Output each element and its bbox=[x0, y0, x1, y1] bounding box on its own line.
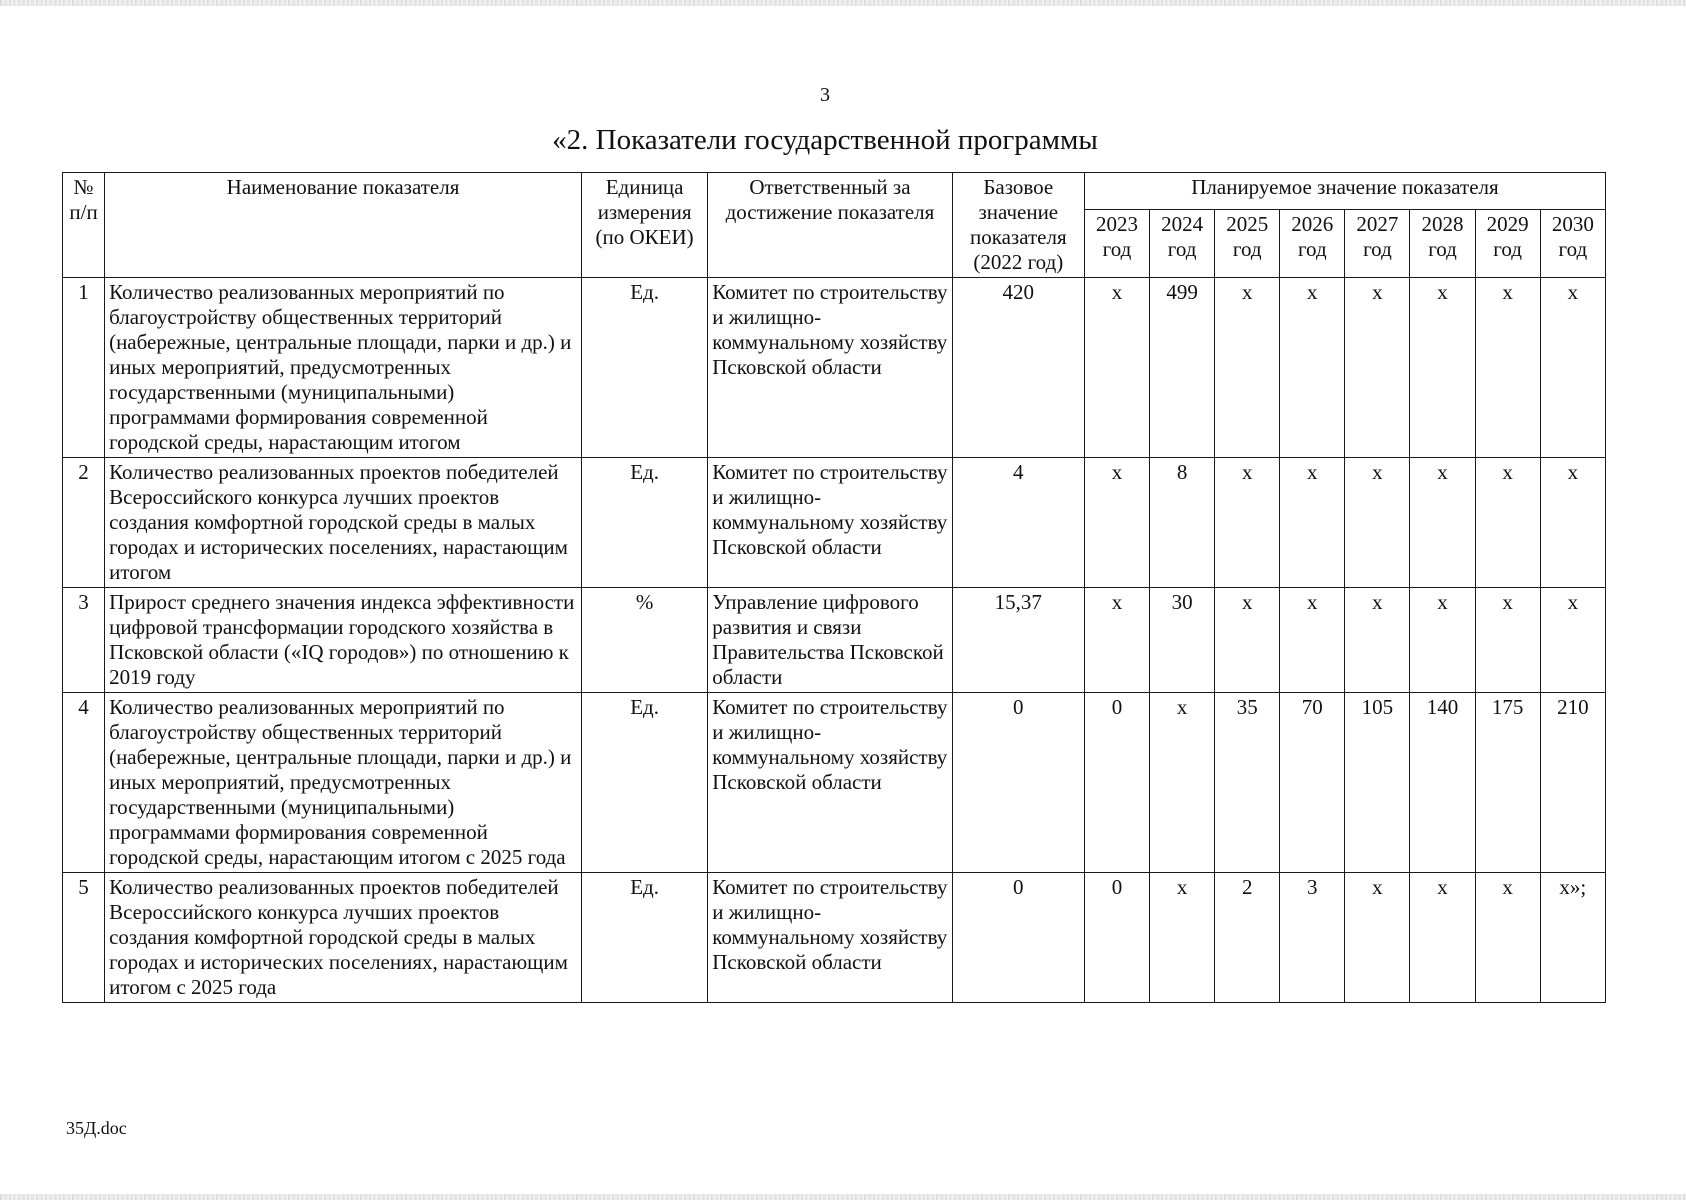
cell-responsible: Комитет по строительству и жилищно-коммунальному хозяйству Псковской области bbox=[708, 873, 952, 1003]
cell-value: 0 bbox=[1084, 873, 1149, 1003]
cell-unit: Ед. bbox=[581, 458, 707, 588]
header-unit: Единица измерения (по ОКЕИ) bbox=[581, 173, 707, 278]
indicators-table bbox=[62, 172, 1606, 1003]
cell-value: х bbox=[1410, 588, 1475, 693]
cell-responsible: Управление цифрового развития и связи Правительства Псковской области bbox=[708, 588, 952, 693]
cell-unit: Ед. bbox=[581, 693, 707, 873]
cell-value: 140 bbox=[1410, 693, 1475, 873]
cell-unit: % bbox=[581, 588, 707, 693]
table-row bbox=[63, 458, 1606, 588]
cell-num: 5 bbox=[63, 873, 105, 1003]
cell-value: х bbox=[1410, 278, 1475, 458]
header-name: Наименование показателя bbox=[105, 173, 582, 278]
file-name: 35Д.doc bbox=[66, 1118, 127, 1138]
table-row bbox=[63, 278, 1606, 458]
cell-value: х bbox=[1345, 458, 1410, 588]
cell-value: х bbox=[1215, 278, 1280, 458]
header-row-1 bbox=[63, 173, 1606, 210]
table-row bbox=[63, 873, 1606, 1003]
cell-name: Количество реализованных мероприятий по благоустройству общественных территорий (набережные, центральные площади, парки и др.) и иных мероприятий, предусмотренных государственными (муниципальными) программами формирования современной городской среды, нарастающим итогом с 2025 года bbox=[105, 693, 582, 873]
cell-value: х bbox=[1345, 873, 1410, 1003]
page-number: 3 bbox=[820, 84, 830, 106]
header-base: Базовое значение показателя (2022 год) bbox=[952, 173, 1084, 278]
cell-value: 499 bbox=[1150, 278, 1215, 458]
header-planned: Планируемое значение показателя bbox=[1084, 173, 1605, 210]
cell-num: 1 bbox=[63, 278, 105, 458]
scan-edge-top bbox=[0, 0, 1686, 6]
header-year: 2030 год bbox=[1540, 210, 1605, 278]
cell-name: Количество реализованных мероприятий по благоустройству общественных территорий (набережные, центральные площади, парки и др.) и иных мероприятий, предусмотренных государственными (муниципальными) программами формирования современной городской среды, нарастающим итогом bbox=[105, 278, 582, 458]
cell-value: 3 bbox=[1280, 873, 1345, 1003]
cell-value: х bbox=[1150, 693, 1215, 873]
header-year: 2026 год bbox=[1280, 210, 1345, 278]
cell-base: 420 bbox=[952, 278, 1084, 458]
cell-value: х bbox=[1410, 873, 1475, 1003]
cell-value: х bbox=[1540, 588, 1605, 693]
cell-value: 105 bbox=[1345, 693, 1410, 873]
header-year: 2025 год bbox=[1215, 210, 1280, 278]
cell-name: Количество реализованных проектов победителей Всероссийского конкурса лучших проектов создания комфортной городской среды в малых городах и исторических поселениях, нарастающим итогом с 2025 года bbox=[105, 873, 582, 1003]
cell-value: х bbox=[1280, 458, 1345, 588]
cell-base: 15,37 bbox=[952, 588, 1084, 693]
cell-base: 0 bbox=[952, 693, 1084, 873]
cell-value: х bbox=[1475, 458, 1540, 588]
cell-value: х bbox=[1540, 458, 1605, 588]
cell-value: х bbox=[1084, 588, 1149, 693]
cell-value: 70 bbox=[1280, 693, 1345, 873]
cell-value: 2 bbox=[1215, 873, 1280, 1003]
cell-unit: Ед. bbox=[581, 278, 707, 458]
cell-num: 3 bbox=[63, 588, 105, 693]
cell-value: х bbox=[1475, 873, 1540, 1003]
cell-value: х bbox=[1215, 458, 1280, 588]
cell-value: х»; bbox=[1540, 873, 1605, 1003]
cell-value: 35 bbox=[1215, 693, 1280, 873]
cell-value: х bbox=[1475, 588, 1540, 693]
cell-value: 8 bbox=[1150, 458, 1215, 588]
cell-base: 4 bbox=[952, 458, 1084, 588]
header-year: 2027 год bbox=[1345, 210, 1410, 278]
cell-value: х bbox=[1345, 588, 1410, 693]
cell-value: х bbox=[1084, 458, 1149, 588]
cell-name: Прирост среднего значения индекса эффективности цифровой трансформации городского хозяйства в Псковской области («IQ городов») по отношению к 2019 году bbox=[105, 588, 582, 693]
cell-value: х bbox=[1540, 278, 1605, 458]
cell-responsible: Комитет по строительству и жилищно-коммунальному хозяйству Псковской области bbox=[708, 693, 952, 873]
table-row bbox=[63, 588, 1606, 693]
cell-value: х bbox=[1215, 588, 1280, 693]
cell-num: 4 bbox=[63, 693, 105, 873]
cell-value: х bbox=[1410, 458, 1475, 588]
cell-name: Количество реализованных проектов победителей Всероссийского конкурса лучших проектов создания комфортной городской среды в малых городах и исторических поселениях, нарастающим итогом bbox=[105, 458, 582, 588]
cell-value: х bbox=[1280, 588, 1345, 693]
header-year: 2029 год bbox=[1475, 210, 1540, 278]
header-year: 2028 год bbox=[1410, 210, 1475, 278]
scan-edge-bottom bbox=[0, 1194, 1686, 1200]
cell-value: 210 bbox=[1540, 693, 1605, 873]
cell-value: х bbox=[1475, 278, 1540, 458]
table-row bbox=[63, 693, 1606, 873]
cell-unit: Ед. bbox=[581, 873, 707, 1003]
cell-value: 30 bbox=[1150, 588, 1215, 693]
cell-value: х bbox=[1150, 873, 1215, 1003]
cell-base: 0 bbox=[952, 873, 1084, 1003]
cell-value: х bbox=[1280, 278, 1345, 458]
cell-responsible: Комитет по строительству и жилищно-коммунальному хозяйству Псковской области bbox=[708, 278, 952, 458]
cell-num: 2 bbox=[63, 458, 105, 588]
page-title: «2. Показатели государственной программы bbox=[552, 124, 1098, 156]
cell-value: х bbox=[1084, 278, 1149, 458]
cell-value: 0 bbox=[1084, 693, 1149, 873]
header-num: № п/п bbox=[63, 173, 105, 278]
cell-responsible: Комитет по строительству и жилищно-коммунальному хозяйству Псковской области bbox=[708, 458, 952, 588]
cell-value: х bbox=[1345, 278, 1410, 458]
cell-value: 175 bbox=[1475, 693, 1540, 873]
header-responsible: Ответственный за достижение показателя bbox=[708, 173, 952, 278]
header-year: 2023 год bbox=[1084, 210, 1149, 278]
header-year: 2024 год bbox=[1150, 210, 1215, 278]
